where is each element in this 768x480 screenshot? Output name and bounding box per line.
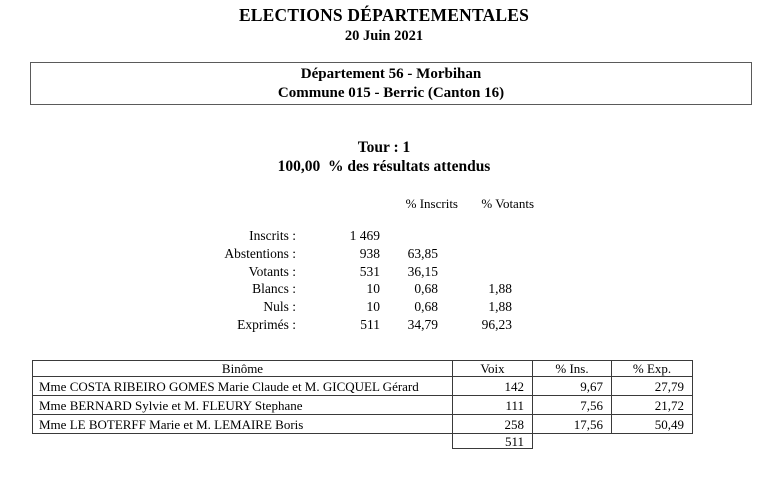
page-title: ELECTIONS DÉPARTEMENTALES — [238, 5, 530, 25]
pct-exp-value: 27,79 — [612, 377, 693, 396]
stat-label: Inscrits : — [249, 228, 296, 243]
pct-inscrits-header: % Inscrits — [405, 196, 458, 211]
stat-pct-inscrits: 0,68 — [414, 281, 438, 297]
total-row — [33, 434, 693, 449]
stat-pct-inscrits: 63,85 — [407, 245, 438, 261]
voix-value: 258 — [453, 415, 533, 434]
pct-ins-value: 7,56 — [533, 396, 612, 415]
tour-number: Tour : 1 — [357, 139, 411, 156]
results-header-row — [33, 361, 693, 377]
result-row — [33, 377, 693, 396]
pct-votants-header: % Votants — [481, 196, 534, 211]
stat-value: 10 — [366, 281, 380, 297]
results-progress: 100,00 % des résultats attendus — [277, 158, 491, 175]
result-row — [33, 415, 693, 434]
pct-exp-value: 21,72 — [612, 396, 693, 415]
result-row — [33, 396, 693, 415]
stat-pct-inscrits — [380, 227, 458, 245]
pct-ins-value: 9,67 — [533, 377, 612, 396]
participation-stats — [0, 227, 534, 334]
stat-pct-votants — [458, 227, 534, 245]
stat-pct-inscrits: 0,68 — [414, 299, 438, 315]
stat-pct-votants — [458, 245, 534, 263]
stat-value: 938 — [359, 245, 380, 261]
pct-exp-value: 50,49 — [612, 415, 693, 434]
stat-pct-votants: 1,88 — [488, 281, 512, 297]
empty-cell — [533, 434, 612, 449]
stat-label: Abstentions : — [224, 245, 296, 261]
voix-value: 142 — [453, 377, 533, 396]
stat-pct-inscrits: 36,15 — [407, 263, 438, 279]
spacer — [296, 196, 380, 212]
commune-line: Commune 015 - Berric (Canton 16) — [277, 84, 505, 101]
stat-label: Blancs : — [252, 281, 296, 297]
voix-column-header: Voix — [453, 361, 533, 377]
results-table — [32, 360, 693, 449]
pct-exp-column-header: % Exp. — [612, 361, 693, 377]
stat-pct-votants: 1,88 — [488, 299, 512, 315]
pct-ins-value: 17,56 — [533, 415, 612, 434]
stat-label: Votants : — [248, 263, 296, 279]
empty-cell — [612, 434, 693, 449]
stat-pct-inscrits: 34,79 — [407, 316, 438, 332]
voix-value: 111 — [453, 396, 533, 415]
department-line: Département 56 - Morbihan — [300, 65, 482, 82]
stat-label: Exprimés : — [237, 316, 296, 332]
location-box — [30, 62, 752, 105]
stat-pct-votants: 96,23 — [481, 316, 512, 332]
participation-column-headers — [0, 196, 534, 212]
empty-cell — [33, 434, 453, 449]
stat-value: 1 469 — [349, 228, 380, 243]
binome-column-header: Binôme — [33, 361, 453, 377]
stat-label: Nuls : — [263, 299, 296, 315]
pct-ins-column-header: % Ins. — [533, 361, 612, 377]
stat-value: 531 — [359, 263, 380, 279]
stat-pct-votants — [458, 263, 534, 281]
total-voix: 511 — [453, 434, 533, 449]
stat-value: 511 — [360, 316, 380, 332]
election-date: 20 Juin 2021 — [344, 28, 424, 44]
binome-name: Mme LE BOTERFF Marie et M. LEMAIRE Boris — [33, 415, 453, 434]
binome-name: Mme BERNARD Sylvie et M. FLEURY Stephane — [33, 396, 453, 415]
stat-value: 10 — [366, 299, 380, 315]
binome-name: Mme COSTA RIBEIRO GOMES Marie Claude et M. GICQUEL Gérard — [33, 377, 453, 396]
spacer — [0, 196, 296, 212]
